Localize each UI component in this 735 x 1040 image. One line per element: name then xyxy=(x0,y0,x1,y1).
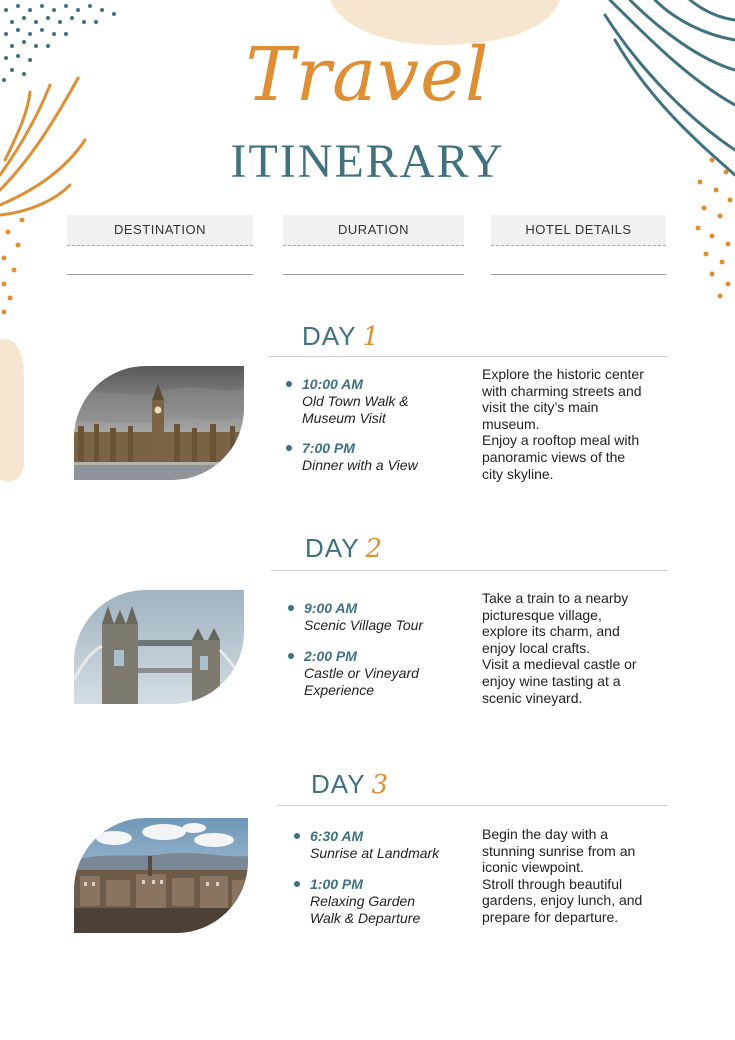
event-name-line: Museum Visit xyxy=(302,410,386,426)
description-line: enjoy wine tasting at a xyxy=(482,672,621,689)
event-time: 2:00 PM xyxy=(304,648,357,664)
day-3-divider xyxy=(278,805,668,806)
description-line: Stroll through beautiful xyxy=(482,875,623,892)
description-line: panoramic views of the xyxy=(482,448,626,465)
description-line: city skyline. xyxy=(482,465,554,482)
event-name-line: Old Town Walk & xyxy=(302,393,409,409)
event-name-line: Sunrise at Landmark xyxy=(310,845,440,861)
bullet-dot-icon xyxy=(294,881,300,887)
cityscape-photo xyxy=(74,818,248,933)
description-line: visit the city’s main xyxy=(482,399,599,416)
description-line: stunning sunrise from an xyxy=(482,842,636,859)
day-2-divider xyxy=(271,570,668,571)
day-3-number: 3 xyxy=(371,770,390,800)
bullet-dot-icon xyxy=(288,605,294,611)
bullet-dot-icon xyxy=(294,833,300,839)
parliament-photo xyxy=(74,366,244,480)
day-3-event-1 xyxy=(310,828,439,862)
day-3-title xyxy=(311,771,389,798)
hotel-details-input-line[interactable] xyxy=(491,274,666,275)
description-line: iconic viewpoint. xyxy=(482,859,584,876)
event-time: 6:30 AM xyxy=(310,828,364,844)
description-line: prepare for departure. xyxy=(482,908,619,925)
day-1-label: DAY xyxy=(302,321,357,351)
day-2-label: DAY xyxy=(305,533,360,563)
description-line: Visit a medieval castle or xyxy=(482,656,637,673)
event-name-line: Castle or Vineyard xyxy=(304,665,419,681)
bullet-dot-icon xyxy=(286,381,292,387)
day-1-divider xyxy=(268,356,668,357)
description-line: with charming streets and xyxy=(482,382,642,399)
header-destination: DESTINATION xyxy=(67,215,253,246)
event-time: 10:00 AM xyxy=(302,376,363,392)
header-hotel-details: HOTEL DETAILS xyxy=(491,215,666,246)
day-2-event-1 xyxy=(304,600,423,634)
event-name-line: Walk & Departure xyxy=(310,910,421,926)
description-line: Take a train to a nearby xyxy=(482,590,629,606)
day-3-description xyxy=(482,826,642,926)
description-line: Begin the day with a xyxy=(482,826,609,842)
day-1-title xyxy=(302,323,380,350)
destination-input-line[interactable] xyxy=(67,274,253,275)
description-line: picturesque village, xyxy=(482,606,602,623)
day-1-event-2 xyxy=(302,440,418,474)
day-1-number: 1 xyxy=(362,322,381,352)
event-name-line: Dinner with a View xyxy=(302,457,418,473)
title-main: ITINERARY xyxy=(230,135,505,188)
description-line: explore its charm, and xyxy=(482,623,620,640)
event-name-line: Relaxing Garden xyxy=(310,893,416,909)
event-name-line: Scenic Village Tour xyxy=(304,617,424,633)
description-line: scenic vineyard. xyxy=(482,689,583,706)
description-line: Enjoy a rooftop meal with xyxy=(482,432,640,449)
day-1-description xyxy=(482,366,644,482)
event-time: 7:00 PM xyxy=(302,440,355,456)
header-duration: DURATION xyxy=(283,215,464,246)
description-line: enjoy local crafts. xyxy=(482,639,591,656)
day-2-number: 2 xyxy=(365,534,384,564)
description-line: museum. xyxy=(482,415,540,432)
event-time: 1:00 PM xyxy=(310,876,363,892)
title-script: Travel xyxy=(245,32,490,118)
day-3-event-2 xyxy=(310,876,420,927)
day-2-event-2 xyxy=(304,648,419,699)
day-1-event-1 xyxy=(302,376,409,427)
bullet-dot-icon xyxy=(286,445,292,451)
description-line: Explore the historic center xyxy=(482,366,644,382)
day-2-title xyxy=(305,535,383,562)
day-3-label: DAY xyxy=(311,769,366,799)
event-time: 9:00 AM xyxy=(304,600,358,616)
bridge-photo xyxy=(74,590,244,704)
duration-input-line[interactable] xyxy=(283,274,464,275)
day-2-description xyxy=(482,590,637,706)
bullet-dot-icon xyxy=(288,653,294,659)
event-name-line: Experience xyxy=(304,682,375,698)
description-line: gardens, enjoy lunch, and xyxy=(482,892,643,909)
